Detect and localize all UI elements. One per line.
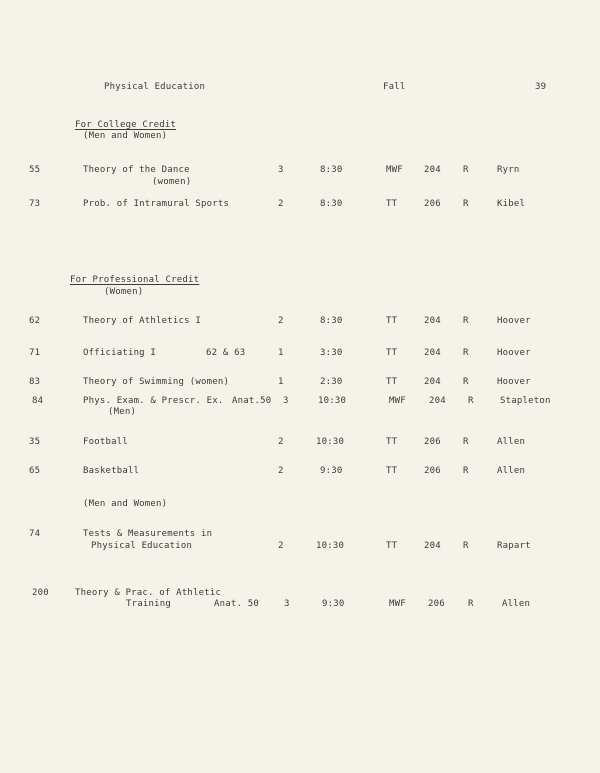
course-room: 206 xyxy=(424,199,441,209)
course-time: 2:30 xyxy=(320,377,343,387)
course-prerequisite: 62 & 63 xyxy=(206,348,246,358)
course-instructor: Hoover xyxy=(497,316,531,326)
course-instructor: Allen xyxy=(497,466,526,476)
course-code: R xyxy=(463,316,469,326)
course-room: 204 xyxy=(424,377,441,387)
course-time: 9:30 xyxy=(322,599,345,609)
course-instructor: Stapleton xyxy=(500,396,551,406)
course-days: TT xyxy=(386,316,398,326)
course-hours: 2 xyxy=(278,541,284,551)
header-department: Physical Education xyxy=(104,82,206,92)
course-hours: 3 xyxy=(283,396,289,406)
section-subtitle-college-credit: (Men and Women) xyxy=(83,131,168,141)
course-title: Tests & Measurements in xyxy=(83,529,213,539)
section-subtitle-professional-credit: (Women) xyxy=(104,287,144,297)
course-instructor: Allen xyxy=(502,599,531,609)
course-title: Prob. of Intramural Sports xyxy=(83,199,230,209)
course-time: 9:30 xyxy=(320,466,343,476)
course-time: 8:30 xyxy=(320,165,343,175)
course-hours: 2 xyxy=(278,199,284,209)
course-instructor: Hoover xyxy=(497,377,531,387)
course-title: Theory of the Dance xyxy=(83,165,190,175)
course-title: Football xyxy=(83,437,128,447)
course-number: 74 xyxy=(29,529,41,539)
course-number: 62 xyxy=(29,316,41,326)
course-number: 55 xyxy=(29,165,41,175)
course-time: 3:30 xyxy=(320,348,343,358)
course-number: 35 xyxy=(29,437,41,447)
course-time: 10:30 xyxy=(318,396,347,406)
course-days: TT xyxy=(386,437,398,447)
course-number: 83 xyxy=(29,377,41,387)
course-hours: 2 xyxy=(278,437,284,447)
course-time: 10:30 xyxy=(316,541,345,551)
course-number: 84 xyxy=(32,396,44,406)
course-room: 204 xyxy=(424,165,441,175)
course-title: Officiating I xyxy=(83,348,157,358)
course-days: TT xyxy=(386,466,398,476)
course-time: 8:30 xyxy=(320,316,343,326)
course-code: R xyxy=(468,599,474,609)
course-days: TT xyxy=(386,348,398,358)
subgroup-label: (Men and Women) xyxy=(83,499,168,509)
course-code: R xyxy=(463,437,469,447)
course-hours: 3 xyxy=(284,599,290,609)
course-hours: 1 xyxy=(278,348,284,358)
course-title-line2: Physical Education xyxy=(91,541,193,551)
course-code: R xyxy=(463,165,469,175)
course-number: 65 xyxy=(29,466,41,476)
header-term: Fall xyxy=(383,82,406,92)
course-title: Phys. Exam. & Prescr. Ex. xyxy=(83,396,224,406)
course-room: 206 xyxy=(424,437,441,447)
course-code: R xyxy=(468,396,474,406)
course-room: 204 xyxy=(424,541,441,551)
course-number: 71 xyxy=(29,348,41,358)
course-room: 206 xyxy=(428,599,445,609)
course-instructor: Allen xyxy=(497,437,526,447)
course-room: 204 xyxy=(424,316,441,326)
course-code: R xyxy=(463,377,469,387)
course-instructor: Kibel xyxy=(497,199,526,209)
course-days: MWF xyxy=(389,599,406,609)
course-code: R xyxy=(463,541,469,551)
course-time: 10:30 xyxy=(316,437,345,447)
course-room: 204 xyxy=(424,348,441,358)
course-code: R xyxy=(463,466,469,476)
course-code: R xyxy=(463,199,469,209)
course-hours: 3 xyxy=(278,165,284,175)
course-instructor: Ryrn xyxy=(497,165,520,175)
course-instructor: Rapart xyxy=(497,541,531,551)
course-room: 206 xyxy=(424,466,441,476)
course-code: R xyxy=(463,348,469,358)
section-title-college-credit: For College Credit xyxy=(75,120,177,130)
course-room: 204 xyxy=(429,396,446,406)
course-hours: 2 xyxy=(278,316,284,326)
course-title-note: (Men) xyxy=(108,407,137,417)
course-days: TT xyxy=(386,199,398,209)
course-title: Theory of Swimming (women) xyxy=(83,377,230,387)
course-days: MWF xyxy=(389,396,406,406)
course-days: TT xyxy=(386,377,398,387)
course-instructor: Hoover xyxy=(497,348,531,358)
course-title: Theory of Athletics I xyxy=(83,316,201,326)
course-title: Theory & Prac. of Athletic xyxy=(75,588,222,598)
course-hours: 2 xyxy=(278,466,284,476)
course-title: Basketball xyxy=(83,466,140,476)
course-title-line2: Training xyxy=(126,599,171,609)
course-number: 200 xyxy=(32,588,49,598)
course-days: MWF xyxy=(386,165,403,175)
course-prerequisite: Anat.50 xyxy=(232,396,272,406)
course-days: TT xyxy=(386,541,398,551)
section-title-professional-credit: For Professional Credit xyxy=(70,275,200,285)
course-time: 8:30 xyxy=(320,199,343,209)
course-number: 73 xyxy=(29,199,41,209)
course-title-note: (women) xyxy=(152,177,192,187)
course-hours: 1 xyxy=(278,377,284,387)
course-prerequisite: Anat. 50 xyxy=(214,599,259,609)
page-number: 39 xyxy=(535,82,547,92)
